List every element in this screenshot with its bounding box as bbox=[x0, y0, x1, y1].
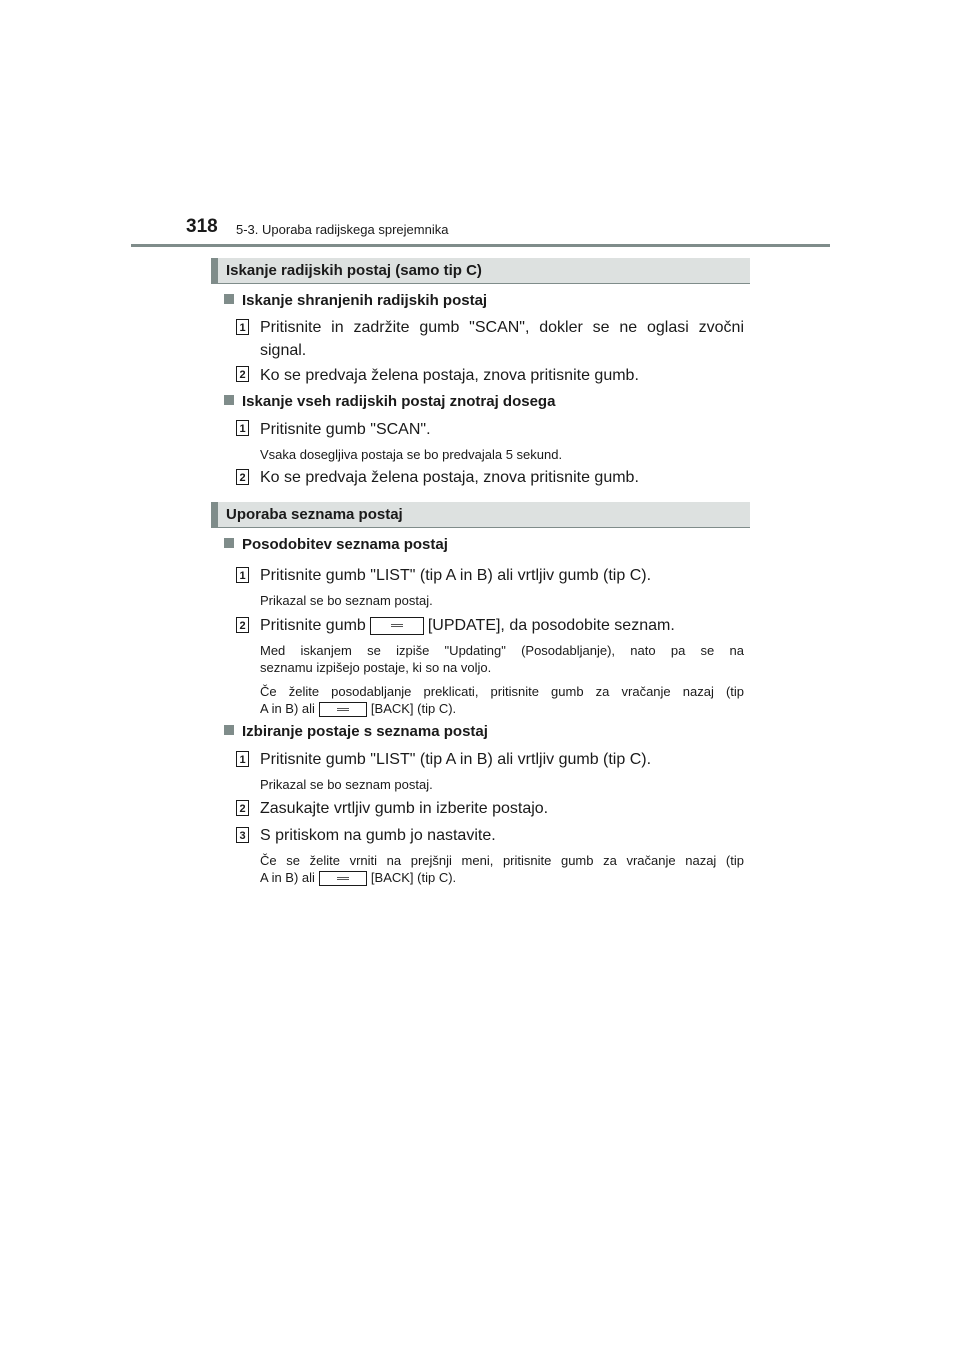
step-note: Če se želite vrniti na prejšnji meni, pritisnite gumb za vračanje nazaj (tip A in B) ali [BACK] (tip C). bbox=[260, 853, 744, 885]
subheading-update-list: Posodobitev seznama postaj bbox=[224, 536, 448, 553]
step-number: 1 bbox=[236, 420, 249, 436]
step-text: Pritisnite gumb "SCAN". bbox=[260, 421, 431, 438]
step-note: Prikazal se bo seznam postaj. bbox=[260, 593, 433, 608]
square-bullet-icon bbox=[224, 725, 234, 735]
step-note: Če želite posodabljanje preklicati, pritisnite gumb za vračanje nazaj (tip A in B) ali [BACK] (tip C). bbox=[260, 684, 744, 716]
subheading-scan-all: Iskanje vseh radijskih postaj znotraj dosega bbox=[224, 393, 555, 410]
section-title: Iskanje radijskih postaj (samo tip C) bbox=[226, 262, 482, 279]
section-header-scan bbox=[211, 258, 750, 284]
step-text: Ko se predvaja želena postaja, znova pritisnite gumb. bbox=[260, 367, 639, 384]
screen-button-icon bbox=[319, 702, 367, 717]
section-header-station-list bbox=[211, 502, 750, 528]
step-text: Pritisnite gumb "LIST" (tip A in B) ali vrtljiv gumb (tip C). bbox=[260, 567, 652, 584]
chapter-title: 5-3. Uporaba radijskega sprejemnika bbox=[236, 222, 449, 237]
step-note: Med iskanjem se izpiše "Updating" (Posodabljanje), nato pa se na seznamu izpišejo postaje, ki so na voljo. bbox=[260, 643, 744, 675]
section-title: Uporaba seznama postaj bbox=[226, 506, 403, 523]
step-number: 3 bbox=[236, 827, 249, 843]
step-number: 2 bbox=[236, 800, 249, 816]
header-divider bbox=[131, 244, 830, 247]
square-bullet-icon bbox=[224, 538, 234, 548]
step-number: 2 bbox=[236, 617, 249, 633]
subheading-scan-stored: Iskanje shranjenih radijskih postaj bbox=[224, 292, 487, 309]
step-text: Pritisnite gumb [UPDATE], da posodobite seznam. bbox=[260, 617, 675, 634]
step-text: S pritiskom na gumb jo nastavite. bbox=[260, 827, 496, 844]
step-note: Vsaka dosegljiva postaja se bo predvajala 5 sekund. bbox=[260, 447, 563, 462]
square-bullet-icon bbox=[224, 294, 234, 304]
square-bullet-icon bbox=[224, 395, 234, 405]
step-number: 1 bbox=[236, 567, 249, 583]
page-number: 318 bbox=[186, 216, 218, 237]
step-number: 2 bbox=[236, 366, 249, 382]
step-note: Prikazal se bo seznam postaj. bbox=[260, 777, 433, 792]
step-text: Pritisnite in zadržite gumb "SCAN", dokler se ne oglasi zvočni signal. bbox=[260, 319, 744, 359]
step-text: Pritisnite gumb "LIST" (tip A in B) ali vrtljiv gumb (tip C). bbox=[260, 751, 652, 768]
subheading-select-station: Izbiranje postaje s seznama postaj bbox=[224, 723, 488, 740]
screen-button-icon bbox=[370, 617, 424, 635]
screen-button-icon bbox=[319, 871, 367, 886]
step-number: 1 bbox=[236, 319, 249, 335]
step-number: 2 bbox=[236, 469, 249, 485]
step-text: Zasukajte vrtljiv gumb in izberite postajo. bbox=[260, 800, 549, 817]
step-number: 1 bbox=[236, 751, 249, 767]
step-text: Ko se predvaja želena postaja, znova pritisnite gumb. bbox=[260, 469, 639, 486]
